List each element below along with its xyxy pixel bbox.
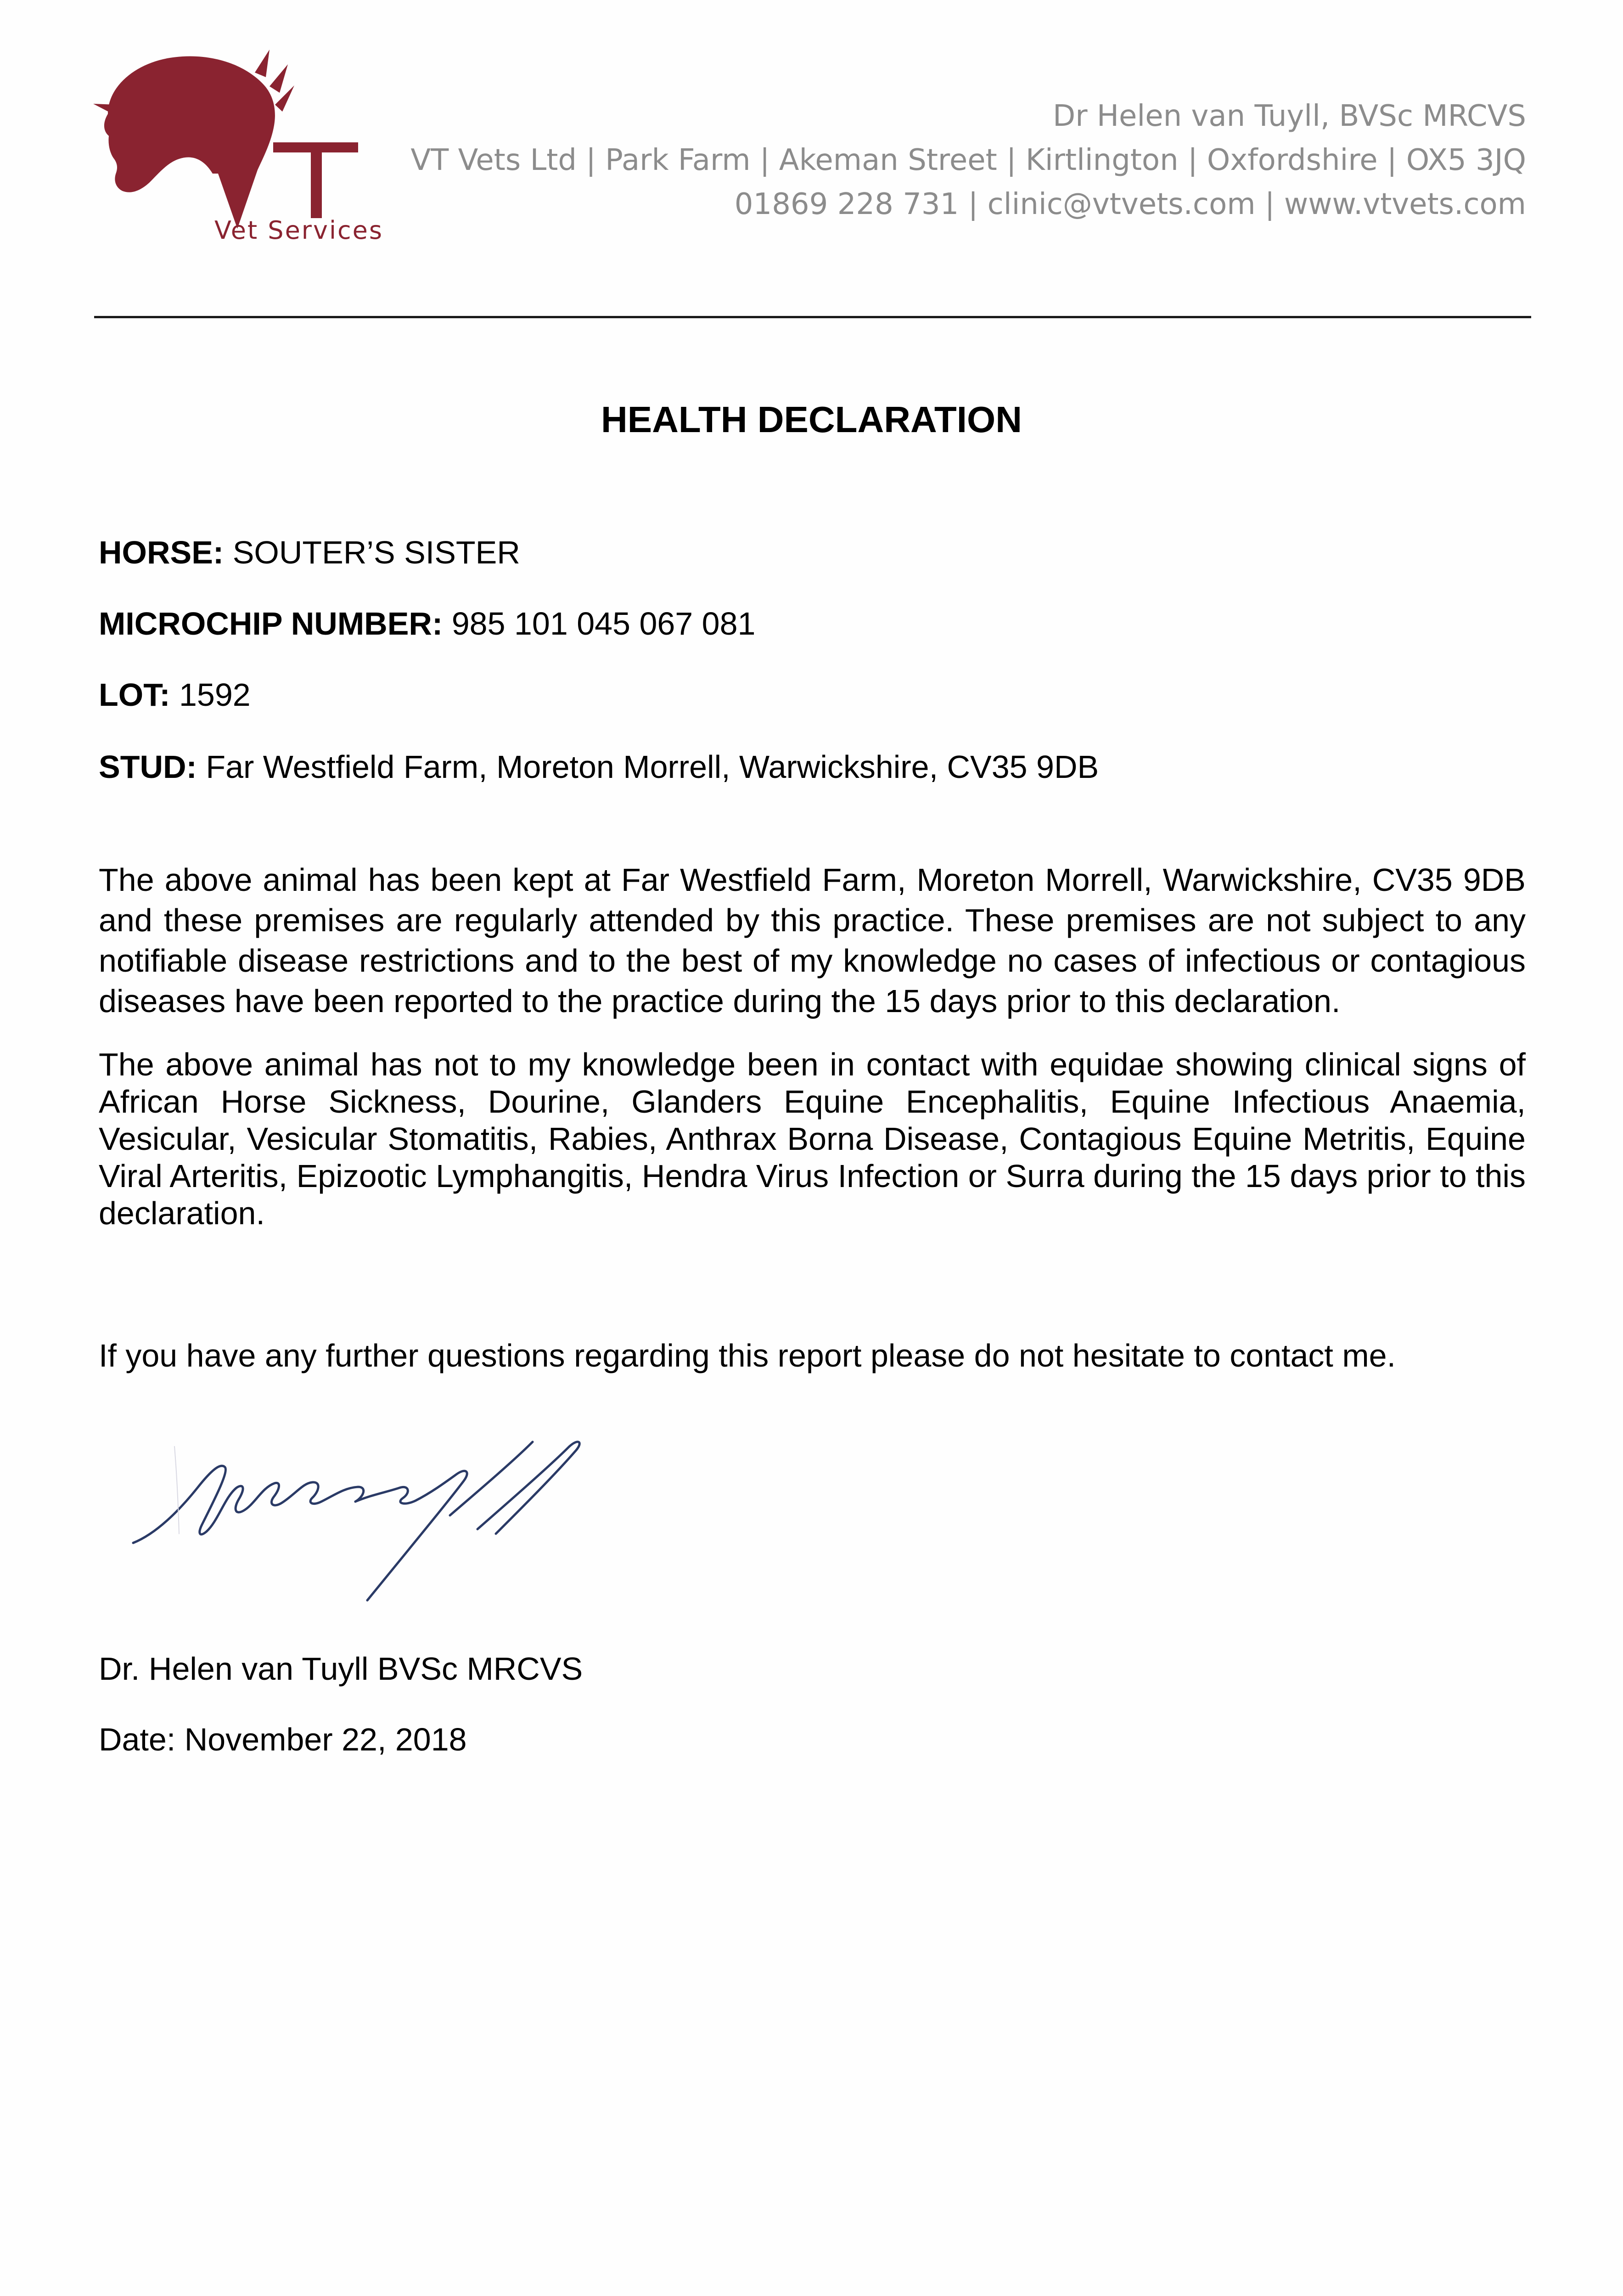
declaration-paragraph-diseases: The above animal has not to my knowledge been in contact with equidae showing clinical signs of African Horse Sickness, Dourine, Glanders Equine Encephalitis, Equine Infectious Anaemia, Vesicular, Vesicular Stomatitis, Rabies, Anthrax Borna Disease, Contagious Equine Metritis, Equine Viral Arteritis, Epizootic Lymphangitis, Hendra Virus Infection or Surra during the 15 days prior to this declaration. bbox=[99, 1047, 1526, 1231]
field-lot-label: LOT: bbox=[99, 677, 170, 713]
contact-line-phone-email-web: 01869 228 731 | clinic@vtvets.com | www.vtvets.com bbox=[734, 187, 1526, 221]
declaration-date: Date: November 22, 2018 bbox=[99, 1722, 467, 1757]
signature-icon bbox=[129, 1419, 643, 1612]
logo-tagline: Vet Services bbox=[214, 216, 384, 245]
declaration-paragraph-premises: The above animal has been kept at Far Westfield Farm, Moreton Morrell, Warwickshire, CV35 9DB and these premises are regularly attended by this practice. These premises are not subject to any notifiable disease restrictions and to the best of my knowledge no cases of infectious or contagious diseases have been reported to the practice during the 15 days prior to this declaration. bbox=[99, 862, 1526, 1019]
field-horse bbox=[99, 534, 520, 571]
contact-line-name: Dr Helen van Tuyll, BVSc MRCVS bbox=[1052, 99, 1526, 133]
field-stud-label: STUD: bbox=[99, 749, 197, 785]
field-horse-label: HORSE: bbox=[99, 535, 224, 570]
vt-vet-services-logo bbox=[90, 36, 402, 256]
field-microchip bbox=[99, 605, 755, 642]
header-divider bbox=[94, 316, 1531, 318]
signatory-name: Dr. Helen van Tuyll BVSc MRCVS bbox=[99, 1651, 583, 1687]
field-microchip-label: MICROCHIP NUMBER: bbox=[99, 606, 443, 642]
field-lot-value: 1592 bbox=[179, 677, 251, 713]
handwritten-signature bbox=[129, 1419, 643, 1612]
field-microchip-value: 985 101 045 067 081 bbox=[451, 606, 756, 642]
document-title: HEALTH DECLARATION bbox=[601, 399, 1022, 440]
closing-text: If you have any further questions regarding this report please do not hesitate to contact me. bbox=[99, 1338, 1396, 1373]
field-stud bbox=[99, 748, 1099, 785]
field-lot bbox=[99, 676, 251, 713]
field-stud-value: Far Westfield Farm, Moreton Morrell, Warwickshire, CV35 9DB bbox=[206, 749, 1099, 785]
field-horse-value: SOUTER’S SISTER bbox=[232, 535, 520, 570]
letterhead-contact bbox=[410, 94, 1526, 226]
contact-line-address: VT Vets Ltd | Park Farm | Akeman Street | Kirtlington | Oxfordshire | OX5 3JQ bbox=[410, 143, 1526, 177]
